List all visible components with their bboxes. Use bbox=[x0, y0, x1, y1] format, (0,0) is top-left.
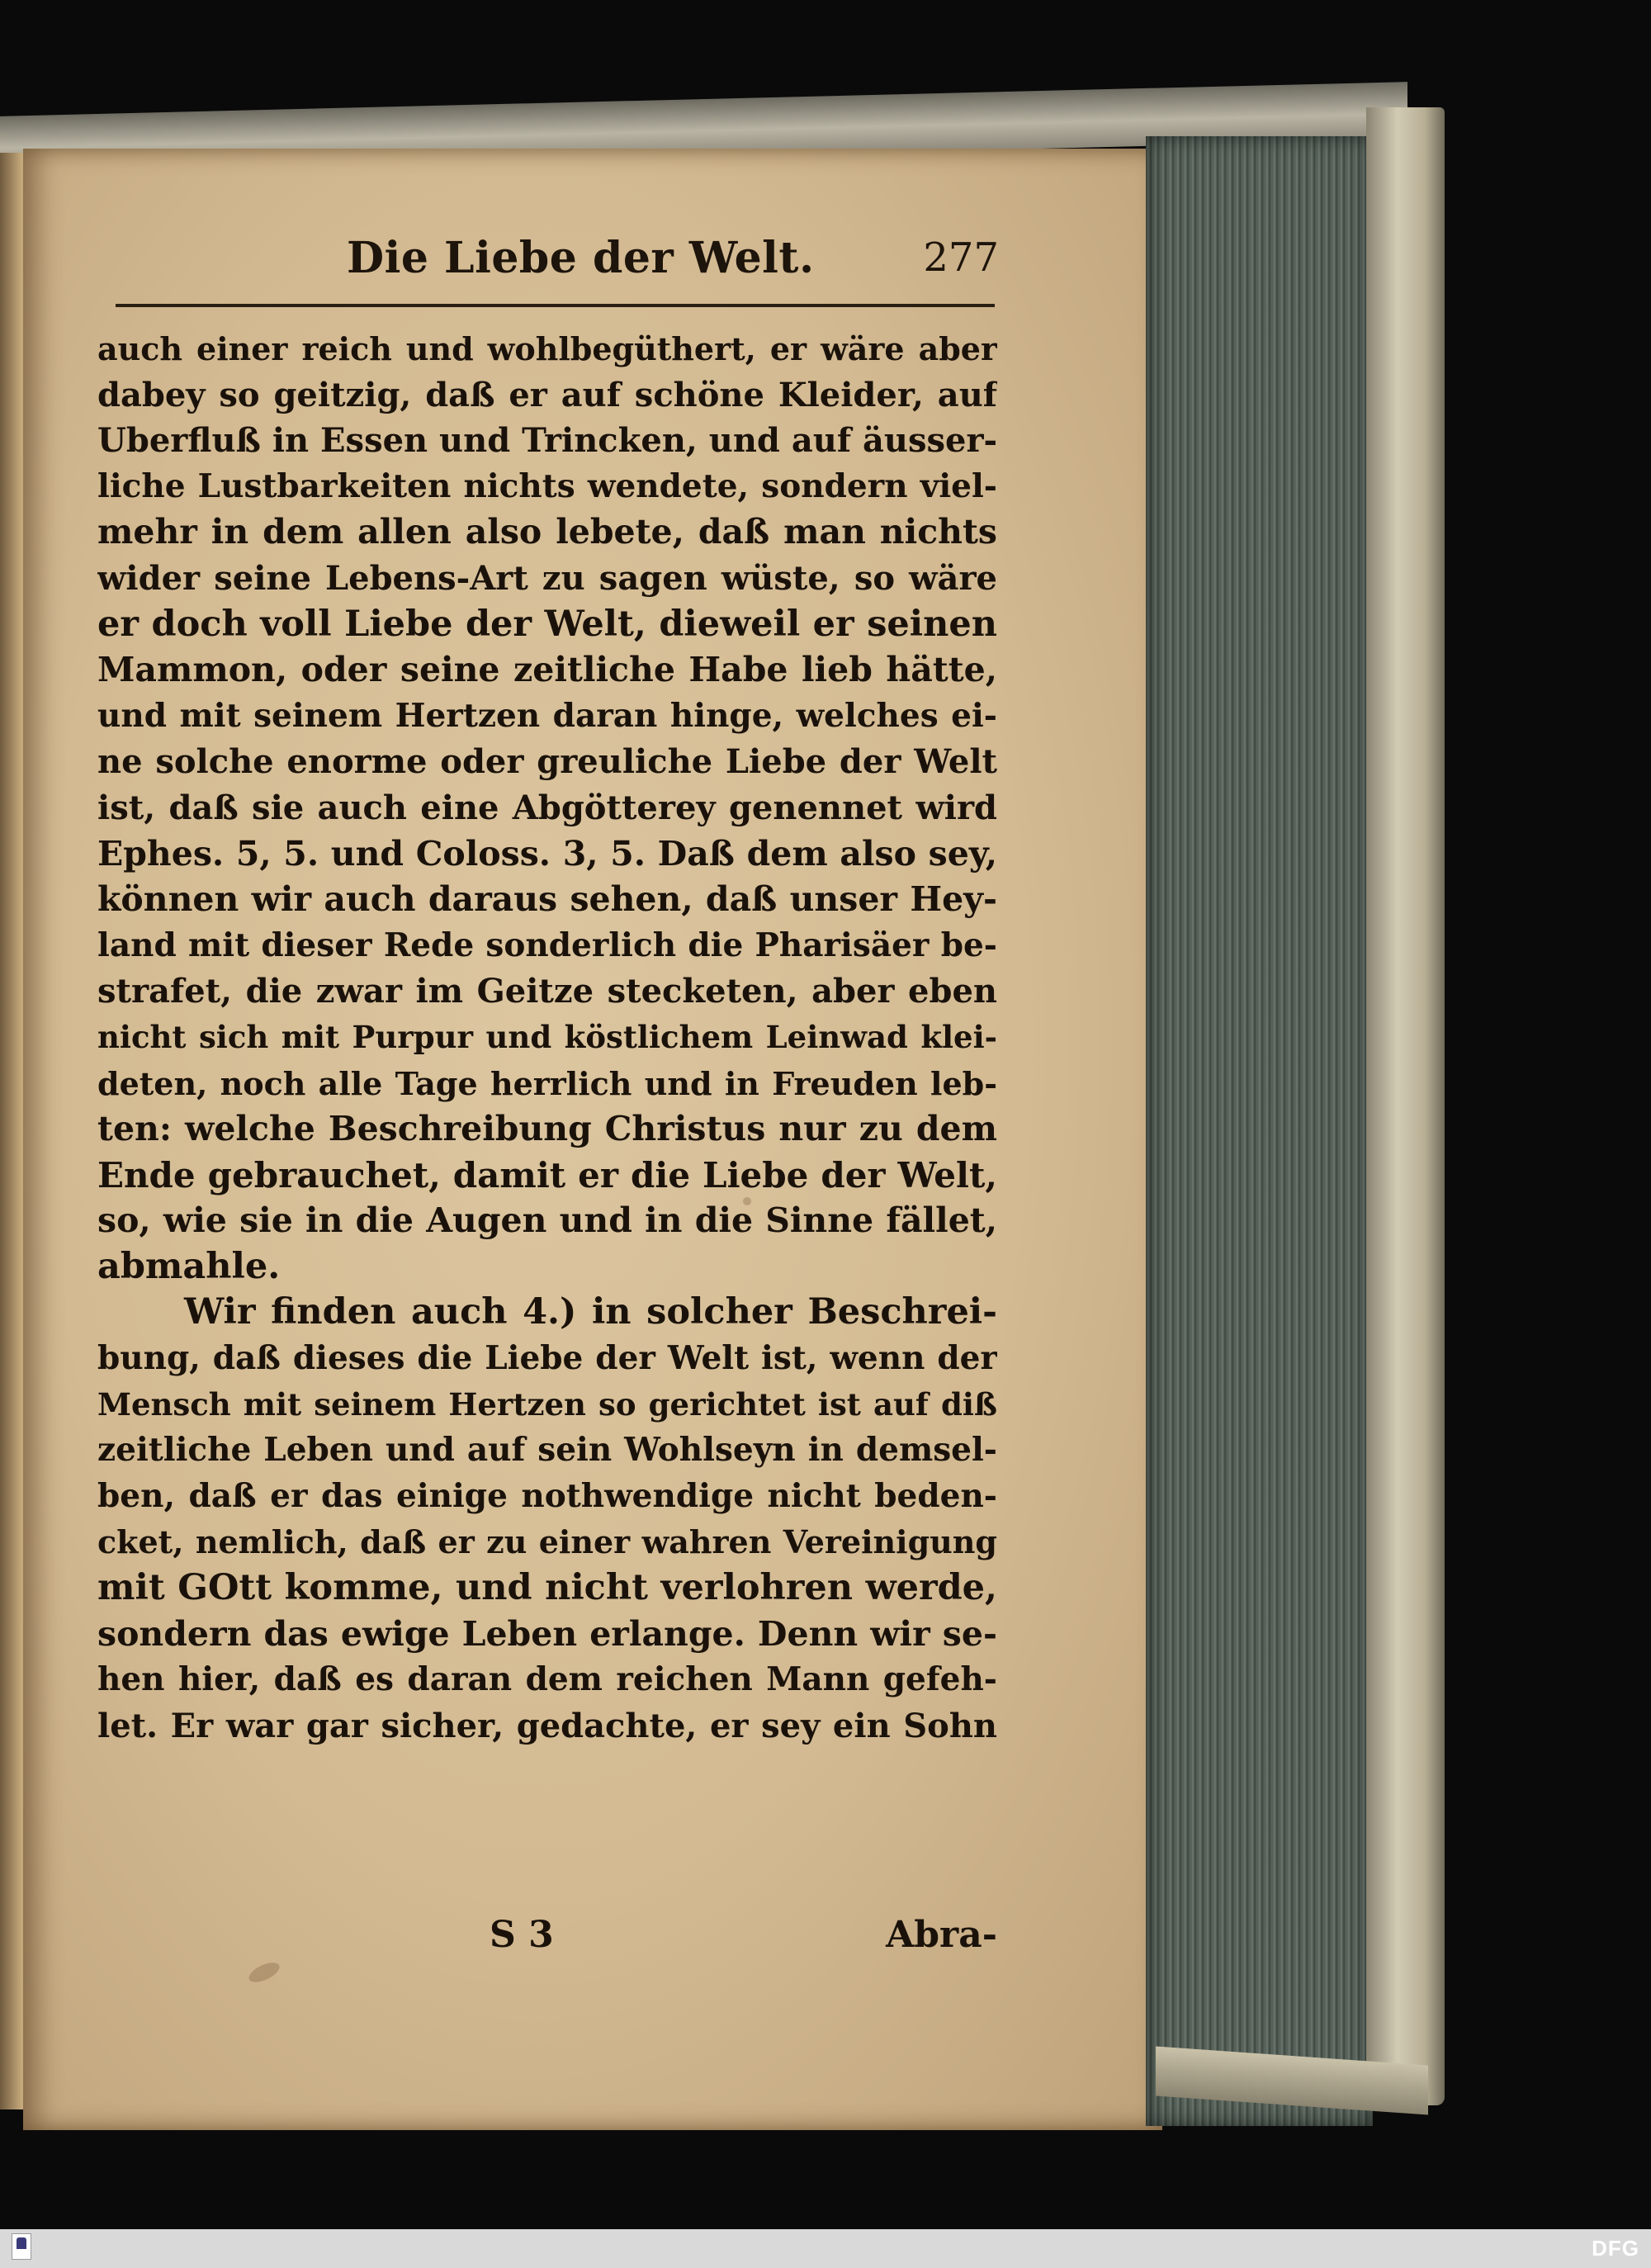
text-line: strafet, die zwar im Geitze stecketen, aber eben bbox=[97, 972, 997, 1011]
text-line: ben, daß er das einige nothwendige nicht beden- bbox=[97, 1476, 997, 1515]
page-number: 277 bbox=[923, 234, 999, 281]
text-line: cket, nemlich, daß er zu einer wahren Vereinigung bbox=[97, 1523, 997, 1561]
text-line: nicht sich mit Purpur und köstlichem Leinwad klei- bbox=[97, 1018, 997, 1055]
text-line: dabey so geitzig, daß er auf schöne Kleider, auf bbox=[97, 375, 997, 414]
text-line: sondern das ewige Leben erlange. Denn wir se- bbox=[97, 1613, 997, 1654]
text-line: er doch voll Liebe der Welt, dieweil er seinen bbox=[97, 603, 997, 645]
page-footer bbox=[97, 1914, 997, 1963]
text-line: ist, daß sie auch eine Abgötterey genennet wird bbox=[97, 788, 997, 827]
signature-mark: S 3 bbox=[490, 1914, 554, 1956]
header-rule bbox=[116, 304, 995, 307]
text-line: let. Er war gar sicher, gedachte, er sey ein Sohn bbox=[97, 1706, 997, 1745]
book-cover-right bbox=[1366, 107, 1445, 2105]
text-line: zeitliche Leben und auf sein Wohlseyn in demsel- bbox=[97, 1431, 997, 1470]
text-line: liche Lustbarkeiten nichts wendete, sondern viel- bbox=[97, 466, 997, 505]
text-line: und mit seinem Hertzen daran hinge, welches ei- bbox=[97, 696, 997, 735]
text-line: mehr in dem allen also lebete, daß man nichts bbox=[97, 512, 997, 552]
text-line: abmahle. bbox=[97, 1245, 281, 1287]
text-line: Mammon, oder seine zeitliche Habe lieb hätte, bbox=[97, 650, 997, 690]
catchword: Abra- bbox=[886, 1914, 997, 1956]
page-fore-edge bbox=[1146, 136, 1373, 2126]
text-line: auch einer reich und wohlbegüthert, er wäre aber bbox=[97, 330, 997, 367]
text-line: Wir finden auch 4.) in solcher Beschrei- bbox=[184, 1291, 997, 1333]
text-line: Ende gebrauchet, damit er die Liebe der Welt, bbox=[97, 1154, 997, 1196]
text-line: mit GOtt komme, und nicht verlohren werde, bbox=[97, 1567, 997, 1609]
text-line: ten: welche Beschreibung Christus nur zu dem bbox=[97, 1109, 997, 1149]
page-header bbox=[111, 233, 999, 291]
viewer-bottom-bar bbox=[0, 2229, 1651, 2268]
text-line: Uberfluß in Essen und Trincken, und auf äusser- bbox=[97, 421, 997, 461]
text-line: wider seine Lebens-Art zu sagen wüste, so wäre bbox=[97, 558, 997, 598]
text-line: Mensch mit seinem Hertzen so gerichtet ist auf diß bbox=[97, 1385, 997, 1423]
library-logo-icon bbox=[12, 2233, 31, 2260]
running-title: Die Liebe der Welt. bbox=[347, 233, 815, 283]
text-line: ne solche enorme oder greuliche Liebe der Welt bbox=[97, 742, 997, 782]
text-line: hen hier, daß es daran dem reichen Mann gefeh- bbox=[97, 1660, 997, 1699]
text-line: deten, noch alle Tage herrlich und in Freuden leb- bbox=[97, 1064, 997, 1102]
text-line: land mit dieser Rede sonderlich die Pharisäer be- bbox=[97, 926, 997, 964]
dfg-logo: DFG bbox=[1592, 2236, 1639, 2261]
text-line: Ephes. 5, 5. und Coloss. 3, 5. Daß dem also sey, bbox=[97, 833, 997, 874]
text-line: bung, daß dieses die Liebe der Welt ist, wenn der bbox=[97, 1339, 997, 1378]
body-text bbox=[97, 326, 997, 1749]
text-line: so, wie sie in die Augen und in die Sinne fället, bbox=[97, 1200, 997, 1241]
text-line: können wir auch daraus sehen, daß unser Hey- bbox=[97, 879, 997, 920]
